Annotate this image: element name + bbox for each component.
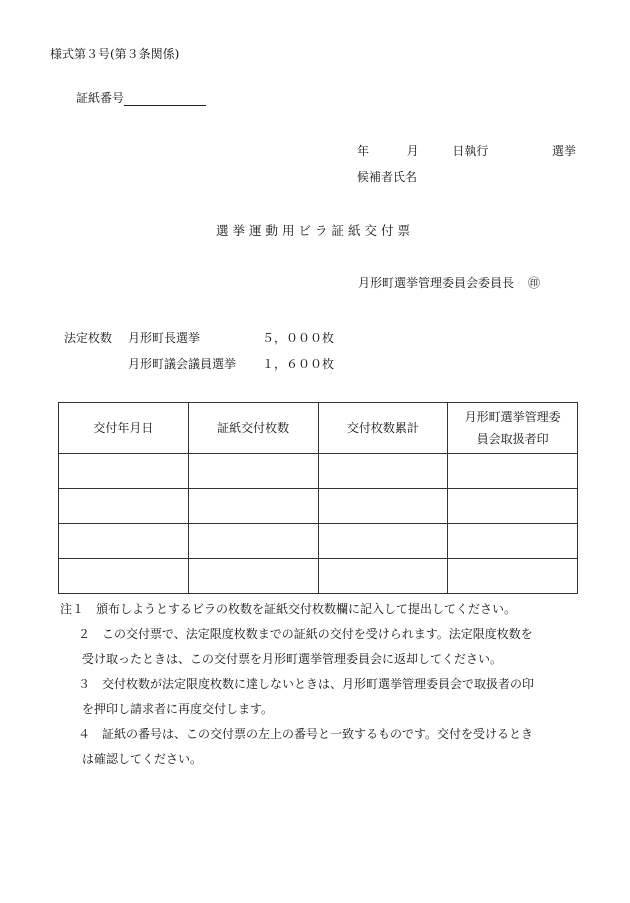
chair-line [358,274,540,291]
table-cell[interactable] [318,454,448,489]
header-officer-seal-line2: 員会取扱者印 [476,432,549,446]
notes-section [60,597,590,772]
table-cell[interactable] [448,524,578,559]
table-header-row [59,403,578,454]
header-stamp-count: 証紙交付枚数 [188,403,318,454]
quota-label: 法定枚数 [64,331,113,345]
table-cell[interactable] [188,559,318,594]
note-3-cont: を押印し請求者に再度交付します。 [82,702,274,716]
table-cell[interactable] [59,489,189,524]
table-cell[interactable] [448,489,578,524]
document-title: 選挙運動用ビラ証紙交付票 [215,223,414,238]
table-cell[interactable] [188,524,318,559]
table-cell[interactable] [188,489,318,524]
year-label: 年 [357,144,370,158]
table-row [59,454,578,489]
quota-count-council: １，６００枚 [262,357,335,371]
note-3: ３ 交付枚数が法定限度枚数に達しないときは、月形町選挙管理委員会で取扱者の印 [78,677,535,691]
seal-mark: ㊞ [528,276,541,290]
chair-label: 月形町選挙管理委員会委員長 [358,276,515,290]
table-row [59,524,578,559]
note-4: ４ 証紙の番号は、この交付票の左上の番号と一致するものです。交付を受けるとき [78,727,534,741]
table-cell[interactable] [59,559,189,594]
table-cell[interactable] [188,454,318,489]
table-cell[interactable] [318,489,448,524]
election-label: 選挙 [552,144,577,158]
header-cumulative-count: 交付枚数累計 [318,403,448,454]
table-cell[interactable] [59,454,189,489]
table-cell[interactable] [318,524,448,559]
table-cell[interactable] [448,454,578,489]
note-4-cont: は確認してください。 [82,752,203,766]
issuance-table [58,402,578,594]
header-officer-seal [448,403,578,454]
table-row [59,559,578,594]
quota-count-mayor: ５，０００枚 [262,331,335,345]
quota-election-council: 月形町議会議員選挙 [128,357,237,371]
day-label: 日執行 [452,144,489,158]
note-2-cont: 受け取ったときは、この交付票を月形町選挙管理委員会に返却してください。 [82,652,503,666]
table-cell[interactable] [318,559,448,594]
stamp-number-blank [124,92,206,106]
month-label: 月 [406,144,419,158]
stamp-number-label: 証紙番号 [76,91,125,105]
table-cell[interactable] [448,559,578,594]
table-cell[interactable] [59,524,189,559]
election-date-line [357,142,576,159]
stamp-number-field [76,89,206,106]
note-1: 注１ 頒布しようとするビラの枚数を証紙交付枚数欄に記入して提出してください。 [60,602,517,616]
table-row [59,489,578,524]
quota-election-mayor: 月形町長選挙 [128,331,201,345]
form-reference: 様式第３号(第３条関係) [50,47,180,61]
note-2: ２ この交付票で、法定限度枚数までの証紙の交付を受けられます。法定限度枚数を [78,627,533,641]
candidate-name-label: 候補者氏名 [357,170,418,184]
header-issue-date: 交付年月日 [59,403,189,454]
header-officer-seal-line1: 月形町選挙管理委 [464,410,561,424]
